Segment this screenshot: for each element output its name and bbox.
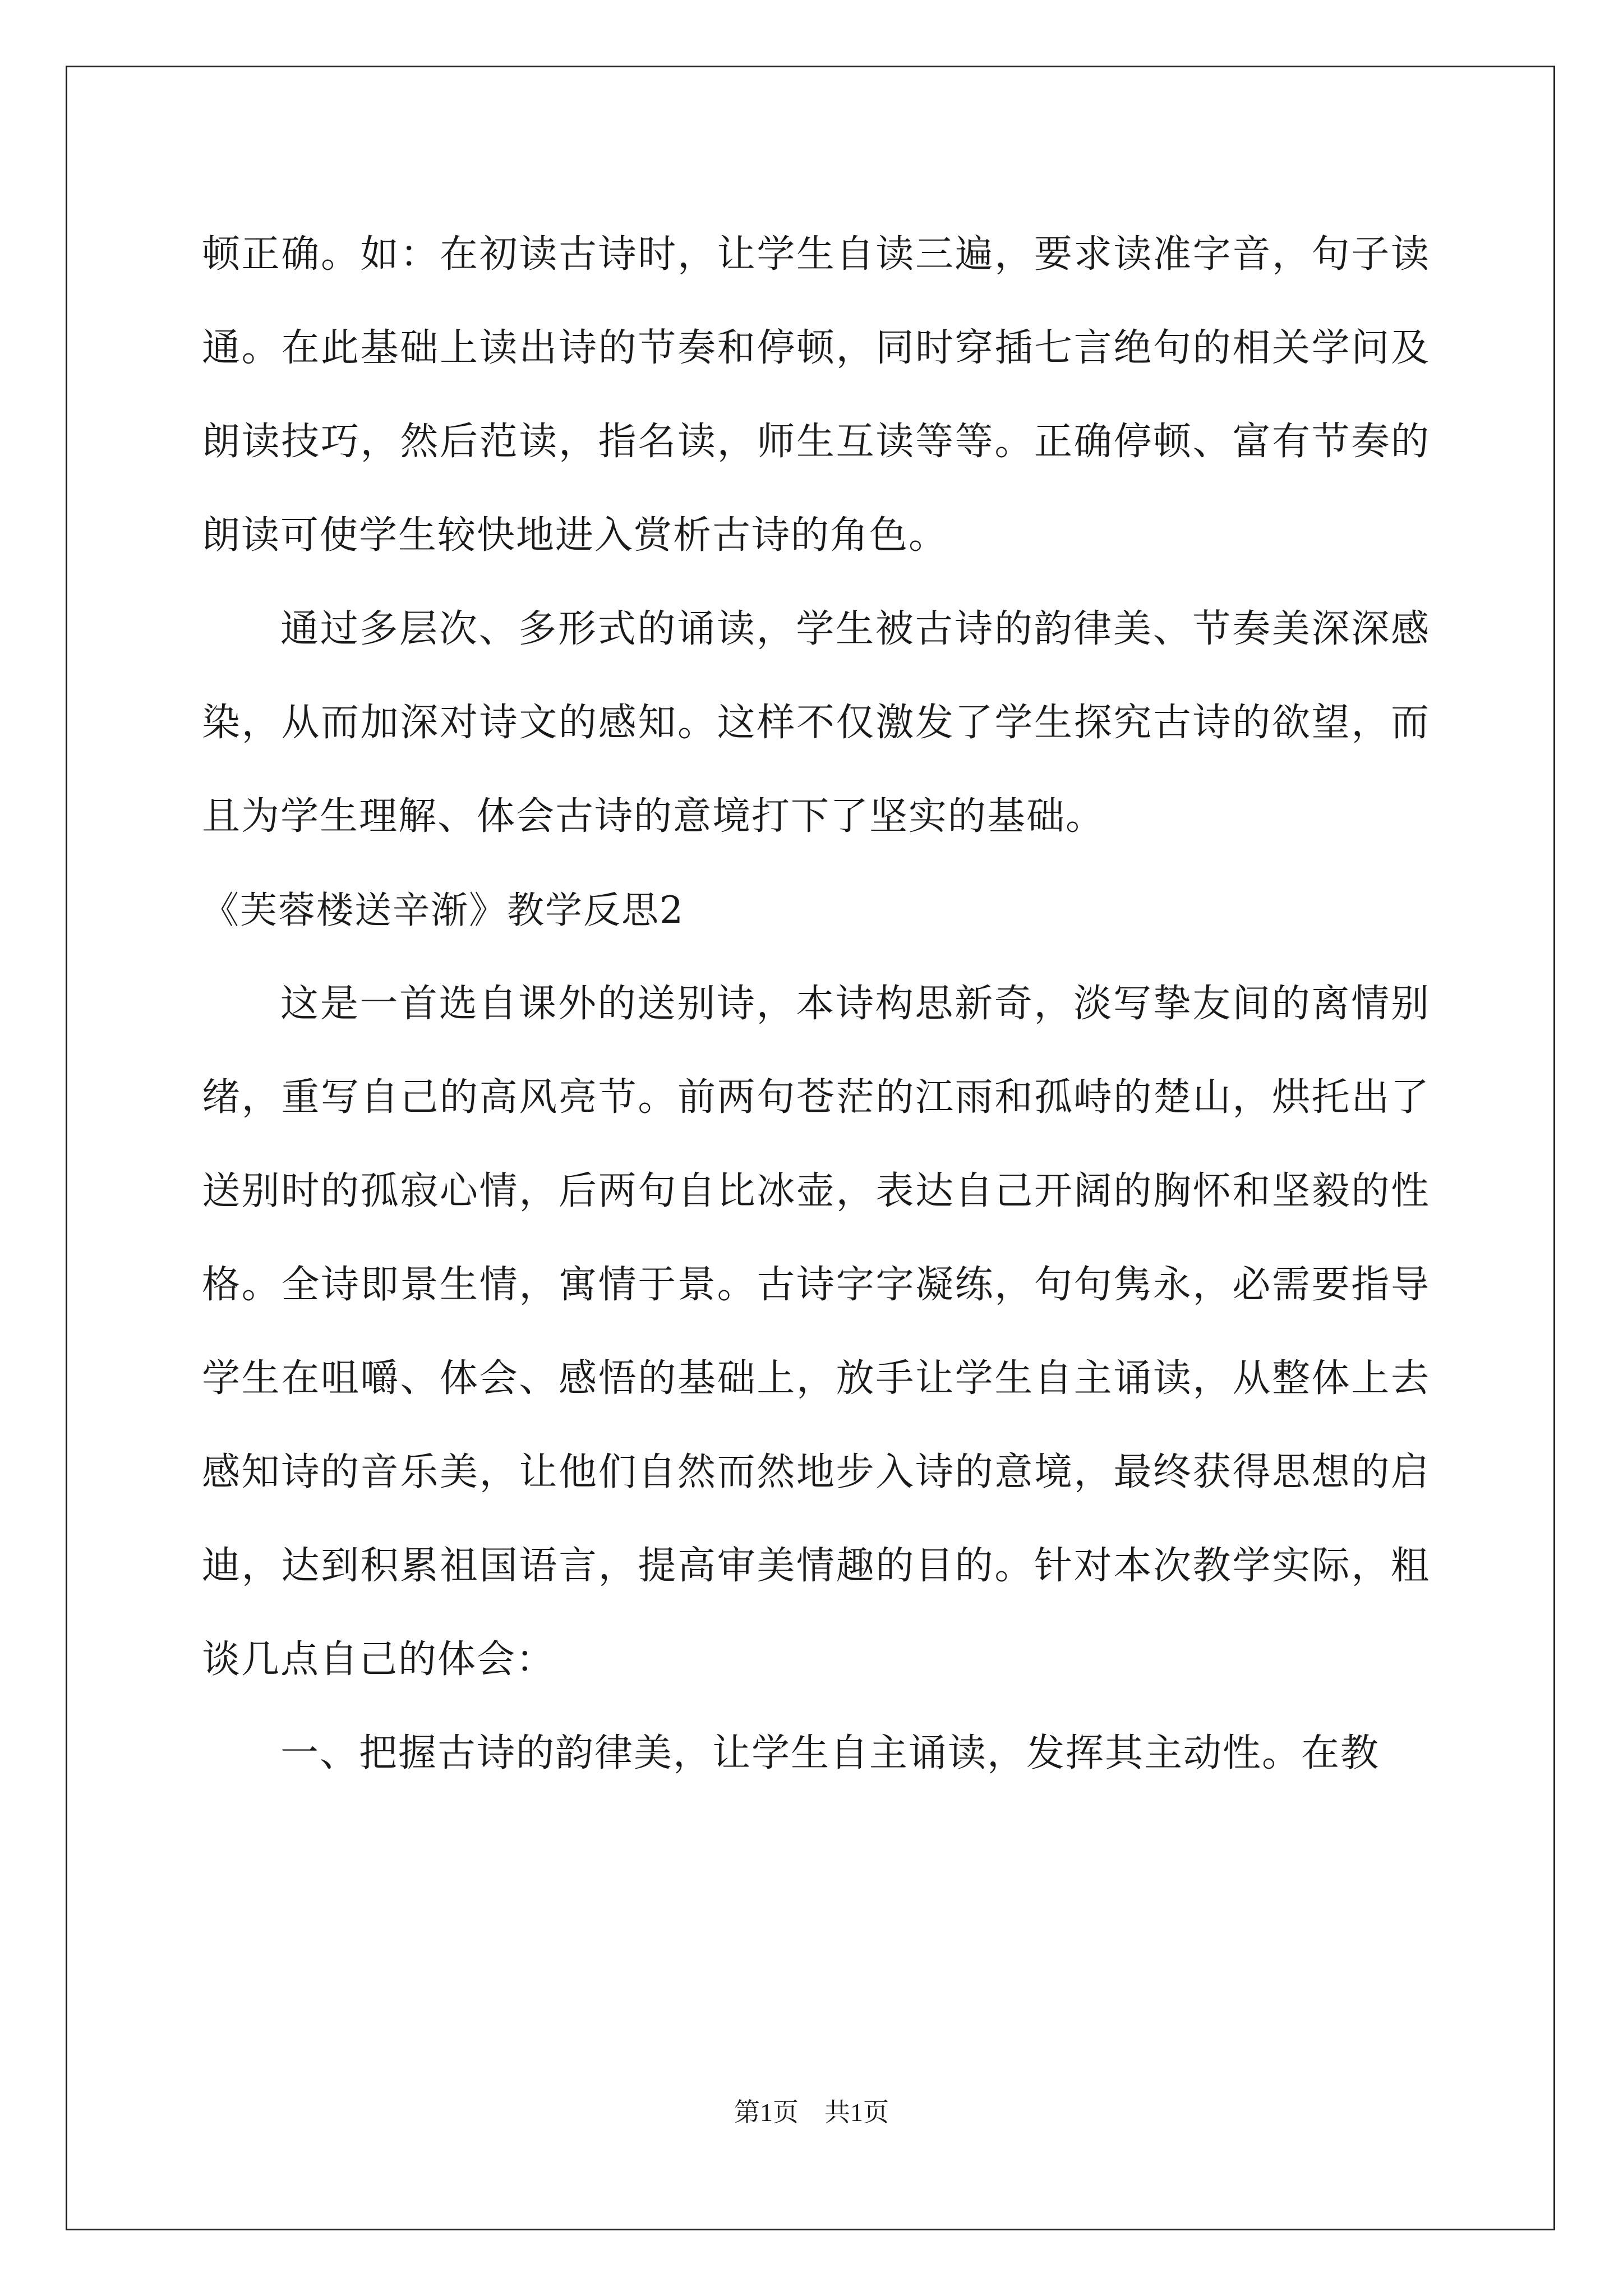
section-title: 《芙蓉楼送辛渐》教学反思2	[202, 889, 684, 932]
paragraph-1: 顿正确。如：在初读古诗时，让学生自读三遍，要求读准字音，句子读通。在此基础上读出诗的节奏和停顿，同时穿插七言绝句的相关学问及朗读技巧，然后范读，指名读，师生互读等等。正确停顿、富有节奏的朗读可使学生较快地进入赏析古诗的角色。	[202, 232, 1430, 558]
document-body	[202, 208, 1430, 1800]
paragraph-3: 这是一首选自课外的送别诗，本诗构思新奇，淡写挚友间的离情别绪，重写自己的高风亮节。前两句苍茫的江雨和孤峙的楚山，烘托出了送别时的孤寂心情，后两句自比冰壶，表达自己开阔的胸怀和坚毅的性格。全诗即景生情，寓情于景。古诗字字凝练，句句隽永，必需要指导学生在咀嚼、体会、感悟的基础上，放手让学生自主诵读，从整体上去感知诗的音乐美，让他们自然而然地步入诗的意境，最终获得思想的启迪，达到积累祖国语言，提高审美情趣的目的。针对本次教学实际，粗谈几点自己的体会：	[202, 982, 1430, 1682]
page-number: 第1页	[734, 2098, 799, 2127]
page-footer	[0, 2096, 1623, 2129]
paragraph-4: 一、把握古诗的韵律美，让学生自主诵读，发挥其主动性。在教	[280, 1731, 1380, 1775]
page-total: 共1页	[824, 2098, 889, 2127]
paragraph-2: 通过多层次、多形式的诵读，学生被古诗的韵律美、节奏美深深感染，从而加深对诗文的感知。这样不仅激发了学生探究古诗的欲望，而且为学生理解、体会古诗的意境打下了坚实的基础。	[202, 607, 1430, 839]
